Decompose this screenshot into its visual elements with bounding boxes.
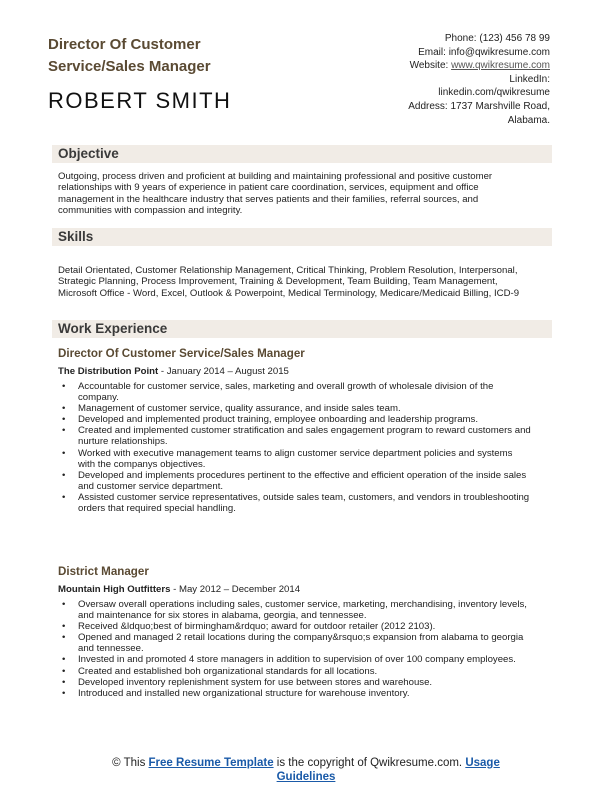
contact-website: Website: www.qwikresume.com — [409, 60, 550, 72]
skills-heading: Skills — [58, 229, 94, 244]
list-item: • Developed inventory replenishment system for use between stores and warehouse. — [62, 677, 532, 688]
contact-phone: Phone: (123) 456 78 99 — [444, 33, 550, 44]
list-item: • Opened and managed 2 retail locations during the company&rsquo;s expansion from alabama to georgia and tennessee. — [62, 632, 532, 654]
usage-guidelines-link-part2[interactable]: Guidelines — [276, 771, 336, 783]
usage-guidelines-link-part1[interactable]: Usage — [465, 757, 500, 769]
job-company-line-1 — [58, 366, 289, 377]
contact-address-line2: Alabama. — [507, 114, 550, 126]
website-link[interactable]: www.qwikresume.com — [451, 60, 550, 72]
copyright-footer: © This Free Resume Template is the copyright of Qwikresume.com. Usage Guidelines — [112, 757, 500, 783]
skills-heading-bar — [52, 228, 552, 246]
job-company-1: The Distribution Point — [58, 366, 159, 377]
job-title: Director Of Customer Service/Sales Manager — [48, 36, 211, 75]
free-resume-template-link[interactable]: Free Resume Template — [148, 757, 274, 769]
objective-heading: Objective — [58, 146, 119, 161]
list-item: • Oversaw overall operations including sales, customer service, marketing, merchandising, inventory levels, and maintenance for six stores in alabama, georgia, and tennessee. — [62, 599, 532, 621]
list-item: • Developed and implemented product training, employee onboarding and leadership programs. — [62, 414, 532, 425]
experience-heading-bar — [52, 320, 552, 338]
list-item: • Accountable for customer service, sales, marketing and overall growth of wholesale division of the company. — [62, 381, 532, 403]
list-item: • Created and established boh organizational standards for all locations. — [62, 666, 532, 677]
list-item: • Invested in and promoted 4 store managers in addition to supervision of over 100 company employees. — [62, 654, 532, 665]
job-title-1: Director Of Customer Service/Sales Manager — [58, 347, 305, 360]
resume-header — [48, 30, 556, 130]
job-title-2: District Manager — [58, 565, 149, 578]
list-item: • Management of customer service, quality assurance, and inside sales team. — [62, 403, 532, 414]
job-dates-1: - January 2014 – August 2015 — [158, 366, 289, 377]
contact-linkedin: linkedin.com/qwikresume — [438, 87, 550, 99]
skills-text: Detail Orientated, Customer Relationship Management, Critical Thinking, Problem Resolution, Interpersonal, Strategic Planning, Process Improvement, Training & Development, Team Building, Team Management, Microsoft Office - Word, Excel, Outlook & Powerpoint, Medical Terminology, Medicare/Medicaid Billing, ICD-9 — [58, 265, 520, 299]
objective-text: Outgoing, process driven and proficient at building and maintaining professional and positive customer relationships with 9 years of experience in patient care coordination, services, equipment and office management in the healthcare industry that serves patients and their families, referral sources, and communities with compassion and integrity. — [58, 171, 493, 216]
list-item: • Created and implemented customer stratification and sales engagement program to reward customers and nurture relationships. — [62, 425, 532, 447]
job-company-2: Mountain High Outfitters — [58, 584, 171, 595]
job-company-line-2 — [58, 584, 300, 595]
candidate-name: ROBERT SMITH — [48, 88, 232, 113]
list-item: • Assisted customer service representatives, outside sales team, customers, and vendors in troubleshooting orders that required special handling. — [62, 492, 532, 514]
contact-email: Email: info@qwikresume.com — [418, 46, 550, 58]
job-bullets-1 — [62, 381, 532, 514]
job-dates-2: - May 2012 – December 2014 — [170, 584, 301, 595]
list-item: • Introduced and installed new organizational structure for warehouse inventory. — [62, 688, 532, 699]
list-item: • Received &ldquo;best of birmingham&rdquo; award for outdoor retailer (2012 2103). — [62, 621, 532, 632]
contact-linkedin-label: LinkedIn: — [509, 73, 550, 85]
list-item: • Developed and implements procedures pertinent to the effective and efficient operation of the inside sales and customer service department. — [62, 470, 532, 492]
contact-block — [320, 32, 550, 127]
contact-address: Address: 1737 Marshville Road, — [408, 100, 550, 112]
list-item: • Worked with executive management teams to align customer service department policies and systems with the companys objectives. — [62, 448, 532, 470]
experience-heading: Work Experience — [58, 321, 168, 336]
job-bullets-2 — [62, 599, 532, 699]
objective-heading-bar — [52, 145, 552, 163]
